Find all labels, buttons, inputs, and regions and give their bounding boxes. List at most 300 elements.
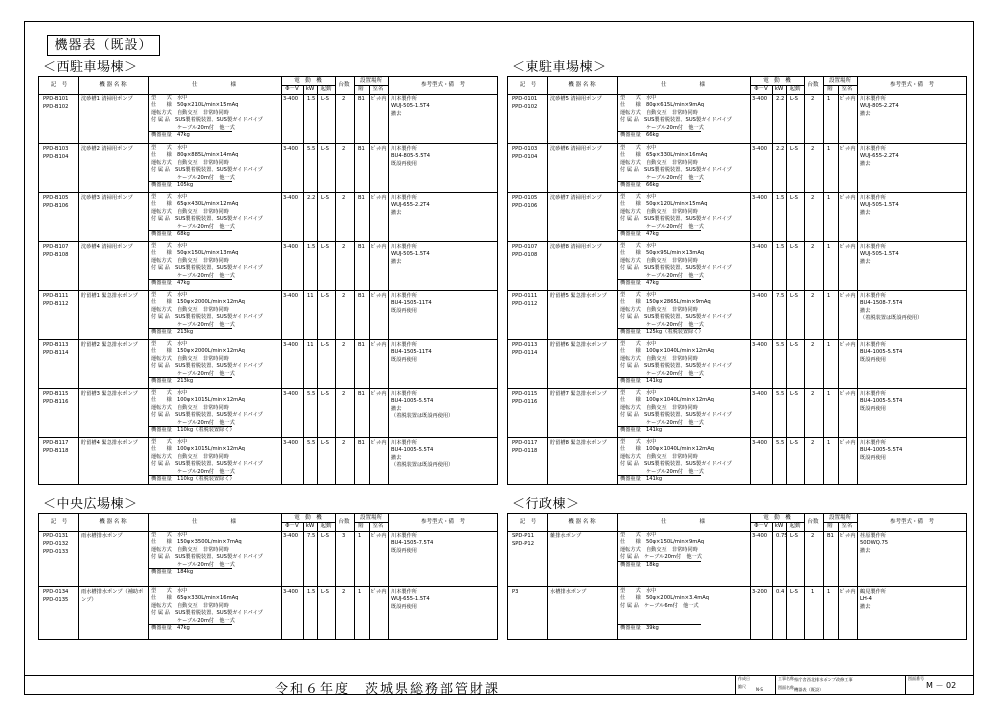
spec-line: 仕 様 100φ×1015L/min×12mAq xyxy=(151,397,245,404)
remark-line: BU4-1005-5.5T4 xyxy=(860,398,903,405)
header-room: 室名 xyxy=(372,523,384,529)
remark-line: 川本製作所 xyxy=(860,440,886,446)
motor-start: L-S xyxy=(321,391,329,397)
unit-count: 1 xyxy=(811,589,815,595)
header-divider xyxy=(281,85,335,86)
location-room: ﾋﾟｯﾄ内 xyxy=(840,589,856,595)
equipment-code: PPD-B114 xyxy=(43,350,69,356)
spec-line: 仕 様 65φ×430L/min×12mAq xyxy=(151,201,239,208)
remark-line: 既設再使用 xyxy=(391,356,417,363)
unit-count: 2 xyxy=(342,589,346,595)
remark-line: 撤去 xyxy=(860,110,871,117)
equipment-code: PPD-0103 xyxy=(512,146,538,152)
remark-line: 撤去 xyxy=(860,547,871,554)
spec-line: 仕 様 50φ×200L/min×3.4mAq xyxy=(620,595,710,602)
spec-line: ケーブル20m付 他一式 xyxy=(620,419,704,426)
header-room: 室名 xyxy=(372,86,384,92)
motor-kw: 2.2 xyxy=(776,96,785,102)
location-floor: B1 xyxy=(358,96,365,102)
equipment-name: 貯留槽8 緊急排水ポンプ xyxy=(550,440,607,446)
equipment-code: PPD-B108 xyxy=(43,252,69,258)
spec-line: 型 式 水中 xyxy=(620,439,657,445)
spec-line: 仕 様 65φ×330L/min×16mAq xyxy=(620,152,708,159)
location-room: ﾋﾟｯﾄ内 xyxy=(371,146,387,152)
equipment-code: PPD-0107 xyxy=(512,244,538,250)
header-count: 台数 xyxy=(807,82,819,88)
equipment-name: 雑排水ポンプ xyxy=(550,533,582,539)
motor-kw: 0.4 xyxy=(776,589,785,595)
motor-start: L-S xyxy=(321,440,329,446)
spec-line: 運転方式 自動交互 非常時同時 xyxy=(620,355,698,362)
equipment-name: 沈砂槽8 清掃用ポンプ xyxy=(550,244,602,250)
header-remarks: 参考型式・備 考 xyxy=(889,519,935,525)
equipment-code: PPD-0101 xyxy=(512,96,538,102)
equipment-code: SPD-P11 xyxy=(512,533,535,539)
spec-line: 型 式 水中 xyxy=(620,390,657,396)
equipment-code: PPD-B103 xyxy=(43,146,69,152)
motor-kw: 5.5 xyxy=(776,440,785,446)
spec-line: 機器重量 105kg xyxy=(151,182,194,188)
spec-line: 運転方式 自動交互 非常時同時 xyxy=(151,159,229,166)
location-floor: 1 xyxy=(358,589,362,595)
weight-separator xyxy=(617,561,701,562)
unit-count: 2 xyxy=(811,96,815,102)
section-title: ＜行政棟＞ xyxy=(512,497,580,512)
spec-line: 仕 様 100φ×1040L/min×12mAq xyxy=(620,446,714,453)
section-title: ＜東駐車場棟＞ xyxy=(512,60,607,75)
location-floor: 1 xyxy=(827,146,831,152)
equipment-table xyxy=(38,513,498,640)
table-row xyxy=(39,388,497,438)
spec-line: ケーブル20m付 他一式 xyxy=(151,617,235,624)
remark-line: BU4-1508-7.5T4 xyxy=(860,300,903,307)
weight-separator xyxy=(148,230,232,231)
spec-line: 機器重量 47kg xyxy=(151,625,190,631)
equipment-code: PPD-B105 xyxy=(43,195,69,201)
motor-phase-voltage: 3-400 xyxy=(752,440,768,446)
spec-line: 付 属 品 SUS製着脱装置、SUS製ガイドパイプ xyxy=(620,363,732,370)
spec-line: ケーブル20m付 他一式 xyxy=(151,468,235,475)
remark-line: 川本製作所 xyxy=(391,96,417,102)
title-block-cell-date xyxy=(735,675,776,695)
weight-separator xyxy=(148,279,232,280)
header-name: 機 器 名 称 xyxy=(568,519,596,525)
remark-line: BU4-805-5.5T4 xyxy=(391,153,431,160)
motor-phase-voltage: 3-400 xyxy=(283,342,299,348)
spec-line: 機器重量 47kg xyxy=(151,280,190,286)
remark-line: 撤去 xyxy=(391,209,402,216)
equipment-name: 貯留槽5 緊急排水ポンプ xyxy=(550,293,607,299)
spec-line: 仕 様 150φ×2000L/min×12mAq xyxy=(151,348,245,355)
spec-line: 機器重量 141kg xyxy=(620,378,663,384)
motor-phase-voltage: 3-400 xyxy=(283,589,299,595)
spec-line: 仕 様 100φ×1040L/min×12mAq xyxy=(620,348,714,355)
spec-line: 型 式 水中 xyxy=(151,439,188,445)
spec-line: 型 式 水中 xyxy=(620,194,657,200)
table-row xyxy=(508,192,966,242)
equipment-name: 雨水槽排水ポンプ（補助ポンプ） xyxy=(81,589,144,603)
spec-line: 型 式 水中 xyxy=(151,194,188,200)
unit-count: 2 xyxy=(811,244,815,250)
spec-line: 運転方式 自動交互 非常時同時 xyxy=(151,602,229,609)
equipment-name: 貯留槽7 緊急排水ポンプ xyxy=(550,391,607,397)
remark-line: 鶴見製作所 xyxy=(860,589,886,595)
location-room: ﾋﾟｯﾄ内 xyxy=(371,440,387,446)
spec-line: 運転方式 自動交互 非常時同時 xyxy=(151,257,229,264)
header-divider xyxy=(354,522,388,523)
section-title: ＜中央広場棟＞ xyxy=(43,497,138,512)
remark-line: 川本製作所 xyxy=(860,96,886,102)
equipment-code: PPD-0132 xyxy=(43,541,69,547)
remark-line: 川本製作所 xyxy=(391,589,417,595)
remark-line: WUJ-655-2.2T4 xyxy=(391,202,430,209)
motor-phase-voltage: 3-400 xyxy=(283,146,299,152)
equipment-name: 貯留槽6 緊急排水ポンプ xyxy=(550,342,607,348)
unit-count: 2 xyxy=(342,244,346,250)
table-row xyxy=(39,241,497,291)
spec-line: 型 式 水中 xyxy=(151,532,188,538)
remark-line: （着脱装置は既設再使用） xyxy=(391,413,454,420)
header-start: 起動 xyxy=(320,523,332,529)
location-floor: B1 xyxy=(358,244,365,250)
location-floor: 1 xyxy=(827,195,831,201)
drawing-label: 図面名称 xyxy=(778,685,794,690)
location-floor: 1 xyxy=(827,440,831,446)
header-spec: 仕 様 xyxy=(191,82,237,88)
project-label: 工事名称 xyxy=(778,676,794,681)
spec-line: 型 式 水中 xyxy=(620,588,657,594)
remark-line: WUJ-655-1.5T4 xyxy=(391,596,430,603)
equipment-code: PPD-0115 xyxy=(512,391,538,397)
equipment-code: PPD-0134 xyxy=(43,589,69,595)
header-name: 機 器 名 称 xyxy=(99,519,127,525)
header-phase: Φ－V xyxy=(285,523,299,529)
table-row xyxy=(39,290,497,340)
motor-phase-voltage: 3-400 xyxy=(283,391,299,397)
table-row xyxy=(508,290,966,340)
spec-line: 運転方式 自動交互 非常時同時 xyxy=(620,109,698,116)
location-room: ﾋﾟｯﾄ内 xyxy=(840,146,856,152)
remark-line: 川本製作所 xyxy=(391,391,417,397)
header-phase: Φ－V xyxy=(754,86,768,92)
remark-line: LH-4 xyxy=(860,596,872,603)
spec-line: 仕 様 100φ×1040L/min×12mAq xyxy=(620,397,714,404)
location-floor: B1 xyxy=(358,391,365,397)
remark-line: 既設再使用 xyxy=(391,307,417,314)
equipment-code: PPD-B112 xyxy=(43,301,69,307)
motor-phase-voltage: 3-400 xyxy=(283,533,299,539)
location-room: ﾋﾟｯﾄ内 xyxy=(840,195,856,201)
remark-line: WUJ-805-2.2T4 xyxy=(860,103,899,110)
remark-line: BU4-1505-11T4 xyxy=(391,349,432,356)
spec-line: 仕 様 65φ×330L/min×16mAq xyxy=(151,595,239,602)
spec-line: ケーブル20m付 他一式 xyxy=(620,321,704,328)
motor-kw: 1.5 xyxy=(307,96,316,102)
equipment-code: PPD-B118 xyxy=(43,448,69,454)
remark-line: 川本製作所 xyxy=(391,293,417,299)
spec-line: 運転方式 自動交互 非常時同時 xyxy=(151,306,229,313)
remark-line: 撤去 xyxy=(860,160,871,167)
header-kw: kW xyxy=(774,523,784,529)
spec-line: 型 式 水中 xyxy=(151,588,188,594)
motor-start: L-S xyxy=(321,533,329,539)
equipment-code: PPD-0106 xyxy=(512,203,538,209)
remark-line: 川本製作所 xyxy=(860,391,886,397)
spec-line: 付 属 品 ケーブル20m付 他一式 xyxy=(620,554,702,561)
spec-line: 付 属 品 SUS製着脱装置、SUS製ガイドパイプ xyxy=(620,461,732,468)
header-divider xyxy=(281,522,335,523)
motor-start: L-S xyxy=(321,146,329,152)
spec-line: 付 属 品 SUS製着脱装置、SUS製ガイドパイプ xyxy=(620,117,732,124)
spec-line: 付 属 品 SUS製着脱装置、SUS製ガイドパイプ xyxy=(151,363,263,370)
unit-count: 2 xyxy=(811,391,815,397)
table-row xyxy=(508,94,966,143)
spec-line: 型 式 水中 xyxy=(151,243,188,249)
spec-line: 仕 様 50φ×150L/min×9mAq xyxy=(620,539,705,546)
unit-count: 2 xyxy=(811,440,815,446)
spec-line: 機器重量 68kg xyxy=(151,231,190,237)
table-row xyxy=(39,192,497,242)
spec-line: 仕 様 50φ×210L/min×15mAq xyxy=(151,102,239,109)
spec-line: 運転方式 自動交互 非常時同時 xyxy=(151,355,229,362)
remark-line: 撤去 xyxy=(860,258,871,265)
table-row xyxy=(508,143,966,193)
location-room: ﾋﾟｯﾄ内 xyxy=(371,589,387,595)
remark-line: 荏原製作所 xyxy=(860,533,886,539)
table-row xyxy=(39,531,497,586)
remark-line: 川本製作所 xyxy=(860,342,886,348)
equipment-code: PPD-0117 xyxy=(512,440,538,446)
header-remarks: 参考型式・備 考 xyxy=(420,82,466,88)
spec-line: 運転方式 自動交互 非常時同時 xyxy=(620,404,698,411)
motor-start: L-S xyxy=(790,244,798,250)
remark-line: 撤去 xyxy=(860,307,871,314)
motor-kw: 5.5 xyxy=(307,391,316,397)
remark-line: （着脱装置は既設再使用） xyxy=(391,462,454,469)
location-room: ﾋﾟｯﾄ内 xyxy=(840,440,856,446)
weight-separator xyxy=(148,426,232,427)
equipment-code: PPD-0113 xyxy=(512,342,538,348)
remark-line: BU4-1005-5.5T4 xyxy=(860,447,903,454)
unit-count: 3 xyxy=(342,533,346,539)
motor-phase-voltage: 3-400 xyxy=(752,391,768,397)
weight-separator xyxy=(148,624,232,625)
header-room: 室名 xyxy=(841,86,853,92)
spec-line: ケーブル20m付 他一式 xyxy=(151,370,235,377)
remark-line: 川本製作所 xyxy=(860,146,886,152)
table-header xyxy=(39,77,497,95)
motor-phase-voltage: 3-400 xyxy=(283,440,299,446)
header-power: 電 動 機 xyxy=(294,78,322,84)
motor-start: L-S xyxy=(790,533,798,539)
spec-line: 型 式 水中 xyxy=(620,145,657,151)
motor-kw: 7.5 xyxy=(776,293,785,299)
spec-line: 運転方式 自動交互 非常時同時 xyxy=(151,208,229,215)
unit-count: 2 xyxy=(811,146,815,152)
remark-line: 川本製作所 xyxy=(391,244,417,250)
header-count: 台数 xyxy=(807,519,819,525)
motor-kw: 5.5 xyxy=(307,146,316,152)
motor-kw: 5.5 xyxy=(776,391,785,397)
header-remarks: 参考型式・備 考 xyxy=(420,519,466,525)
spec-line: 型 式 水中 xyxy=(151,145,188,151)
header-power: 電 動 機 xyxy=(763,78,791,84)
motor-start: L-S xyxy=(790,146,798,152)
sheet-number: M － 02 xyxy=(926,681,957,690)
remark-line: 川本製作所 xyxy=(391,146,417,152)
motor-start: L-S xyxy=(790,293,798,299)
header-location: 設置場所 xyxy=(828,78,852,84)
location-room: ﾋﾟｯﾄ内 xyxy=(371,244,387,250)
motor-phase-voltage: 3-400 xyxy=(752,244,768,250)
header-divider xyxy=(750,522,804,523)
remark-line: 川本製作所 xyxy=(860,244,886,250)
header-start: 起動 xyxy=(789,86,801,92)
remark-line: BU4-1005-5.5T4 xyxy=(391,398,434,405)
spec-line: ケーブル20m付 他一式 xyxy=(620,174,704,181)
weight-separator xyxy=(617,475,701,476)
location-floor: B1 xyxy=(827,533,834,539)
location-floor: 1 xyxy=(827,96,831,102)
header-location: 設置場所 xyxy=(828,515,852,521)
equipment-code: PPD-0116 xyxy=(512,399,538,405)
header-code: 記 号 xyxy=(519,82,537,88)
remark-line: 既設再使用 xyxy=(391,603,417,610)
spec-line: 仕 様 50φ×95L/min×13mAq xyxy=(620,250,705,257)
motor-kw: 1.5 xyxy=(307,244,316,250)
equipment-name: 貯留槽2 緊急排水ポンプ xyxy=(81,342,138,348)
scale-label: 縮尺 xyxy=(738,684,746,689)
spec-line: 付 属 品 SUS製着脱装置、SUS製ガイドパイプ xyxy=(151,412,263,419)
spec-line: 機器重量 47kg xyxy=(151,132,190,138)
remark-line: 川本製作所 xyxy=(391,533,417,539)
location-floor: B1 xyxy=(358,195,365,201)
motor-start: L-S xyxy=(321,244,329,250)
spec-line: 機器重量 184kg xyxy=(151,569,194,575)
location-room: ﾋﾟｯﾄ内 xyxy=(371,293,387,299)
remark-line: BU4-1505-11T4 xyxy=(391,300,432,307)
remark-line: 川本製作所 xyxy=(391,195,417,201)
motor-phase-voltage: 3-400 xyxy=(283,96,299,102)
remark-line: BU4-1505-7.5T4 xyxy=(391,540,434,547)
motor-kw: 5.5 xyxy=(776,342,785,348)
motor-kw: 0.75 xyxy=(776,533,788,539)
remark-line: 撤去 xyxy=(391,110,402,117)
location-floor: 1 xyxy=(827,589,831,595)
equipment-name: 水槽排水ポンプ xyxy=(550,589,587,595)
table-row xyxy=(39,339,497,389)
header-name: 機 器 名 称 xyxy=(568,82,596,88)
spec-line: 機器重量 110kg（着脱装置除く） xyxy=(151,427,235,433)
header-code: 記 号 xyxy=(50,519,68,525)
spec-line: 型 式 水中 xyxy=(620,95,657,101)
motor-phase-voltage: 3-400 xyxy=(283,244,299,250)
remark-line: 川本製作所 xyxy=(860,293,886,299)
weight-separator xyxy=(617,131,701,132)
spec-line: 機器重量 18kg xyxy=(620,561,659,568)
motor-kw: 5.5 xyxy=(307,440,316,446)
weight-separator xyxy=(617,328,701,329)
spec-line: 仕 様 150φ×2000L/min×12mAq xyxy=(151,299,245,306)
weight-separator xyxy=(617,624,701,625)
remark-line: （着脱装置は既設再使用） xyxy=(860,315,923,322)
spec-line: 仕 様 100φ×1015L/min×12mAq xyxy=(151,446,245,453)
spec-line: 型 式 水中 xyxy=(620,532,657,538)
spec-line: 付 属 品 SUS製着脱装置、SUS製ガイドパイプ xyxy=(151,461,263,468)
equipment-code: PPD-0108 xyxy=(512,252,538,258)
header-start: 起動 xyxy=(789,523,801,529)
motor-start: L-S xyxy=(321,342,329,348)
table-row xyxy=(508,586,966,642)
spec-line: 運転方式 自動交互 非常時同時 xyxy=(151,109,229,116)
organization-name: 令和６年度 茨城県総務部管財課 xyxy=(275,682,501,697)
remark-line: 既設再使用 xyxy=(860,454,886,461)
header-code: 記 号 xyxy=(519,519,537,525)
table-row xyxy=(39,437,497,487)
unit-count: 2 xyxy=(342,440,346,446)
location-floor: B1 xyxy=(358,342,365,348)
unit-count: 2 xyxy=(811,342,815,348)
unit-count: 2 xyxy=(342,195,346,201)
spec-line: 付 属 品 ケーブル6m付 他一式 xyxy=(620,602,699,609)
spec-line: 付 属 品 SUS製着脱装置、SUS製ガイドパイプ xyxy=(151,554,263,561)
location-room: ﾋﾟｯﾄ内 xyxy=(840,533,856,539)
scale-value: N-S xyxy=(756,687,763,692)
weight-separator xyxy=(148,131,232,132)
location-room: ﾋﾟｯﾄ内 xyxy=(371,391,387,397)
header-kw: kW xyxy=(305,86,315,92)
spec-line: 運転方式 自動交互 非常時同時 xyxy=(620,159,698,166)
weight-separator xyxy=(617,230,701,231)
equipment-code: PPD-B115 xyxy=(43,391,69,397)
spec-line: 付 属 品 SUS製着脱装置、SUS製ガイドパイプ xyxy=(620,265,732,272)
spec-line: ケーブル20m付 他一式 xyxy=(151,272,235,279)
remark-line: 既設再使用 xyxy=(860,356,886,363)
header-location: 設置場所 xyxy=(359,515,383,521)
spec-line: 付 属 品 SUS製着脱装置、SUS製ガイドパイプ xyxy=(151,314,263,321)
spec-line: 仕 様 50φ×150L/min×13mAq xyxy=(151,250,239,257)
weight-separator xyxy=(148,328,232,329)
spec-line: 機器重量 66kg xyxy=(620,132,659,138)
spec-line: 機器重量 47kg xyxy=(620,231,659,237)
motor-start: L-S xyxy=(790,342,798,348)
spec-line: 型 式 水中 xyxy=(620,341,657,347)
equipment-code: PPD-B104 xyxy=(43,154,69,160)
motor-kw: 11 xyxy=(307,293,314,299)
spec-line: 付 属 品 SUS製着脱装置、SUS製ガイドパイプ xyxy=(151,610,263,617)
spec-line: 仕 様 50φ×120L/min×15mAq xyxy=(620,201,708,208)
weight-separator xyxy=(617,377,701,378)
remark-line: WUJ-505-1.5T4 xyxy=(860,251,899,258)
equipment-name: 沈砂槽4 清掃用ポンプ xyxy=(81,244,133,250)
motor-start: L-S xyxy=(790,589,798,595)
motor-phase-voltage: 3-400 xyxy=(752,533,768,539)
header-spec: 仕 様 xyxy=(191,519,237,525)
spec-line: ケーブル20m付 他一式 xyxy=(151,419,235,426)
location-floor: B1 xyxy=(358,440,365,446)
spec-line: 機器重量 141kg xyxy=(620,476,663,482)
motor-start: L-S xyxy=(321,195,329,201)
spec-line: ケーブル20m付 他一式 xyxy=(620,370,704,377)
weight-separator xyxy=(617,181,701,182)
weight-separator xyxy=(617,426,701,427)
header-location: 設置場所 xyxy=(359,78,383,84)
equipment-code: PPD-0111 xyxy=(512,293,538,299)
spec-line: ケーブル20m付 他一式 xyxy=(151,174,235,181)
remark-line: 撤去 xyxy=(860,209,871,216)
spec-line: 運転方式 自動交互 非常時同時 xyxy=(620,306,698,313)
spec-line: 運転方式 自動交互 非常時同時 xyxy=(620,546,698,553)
